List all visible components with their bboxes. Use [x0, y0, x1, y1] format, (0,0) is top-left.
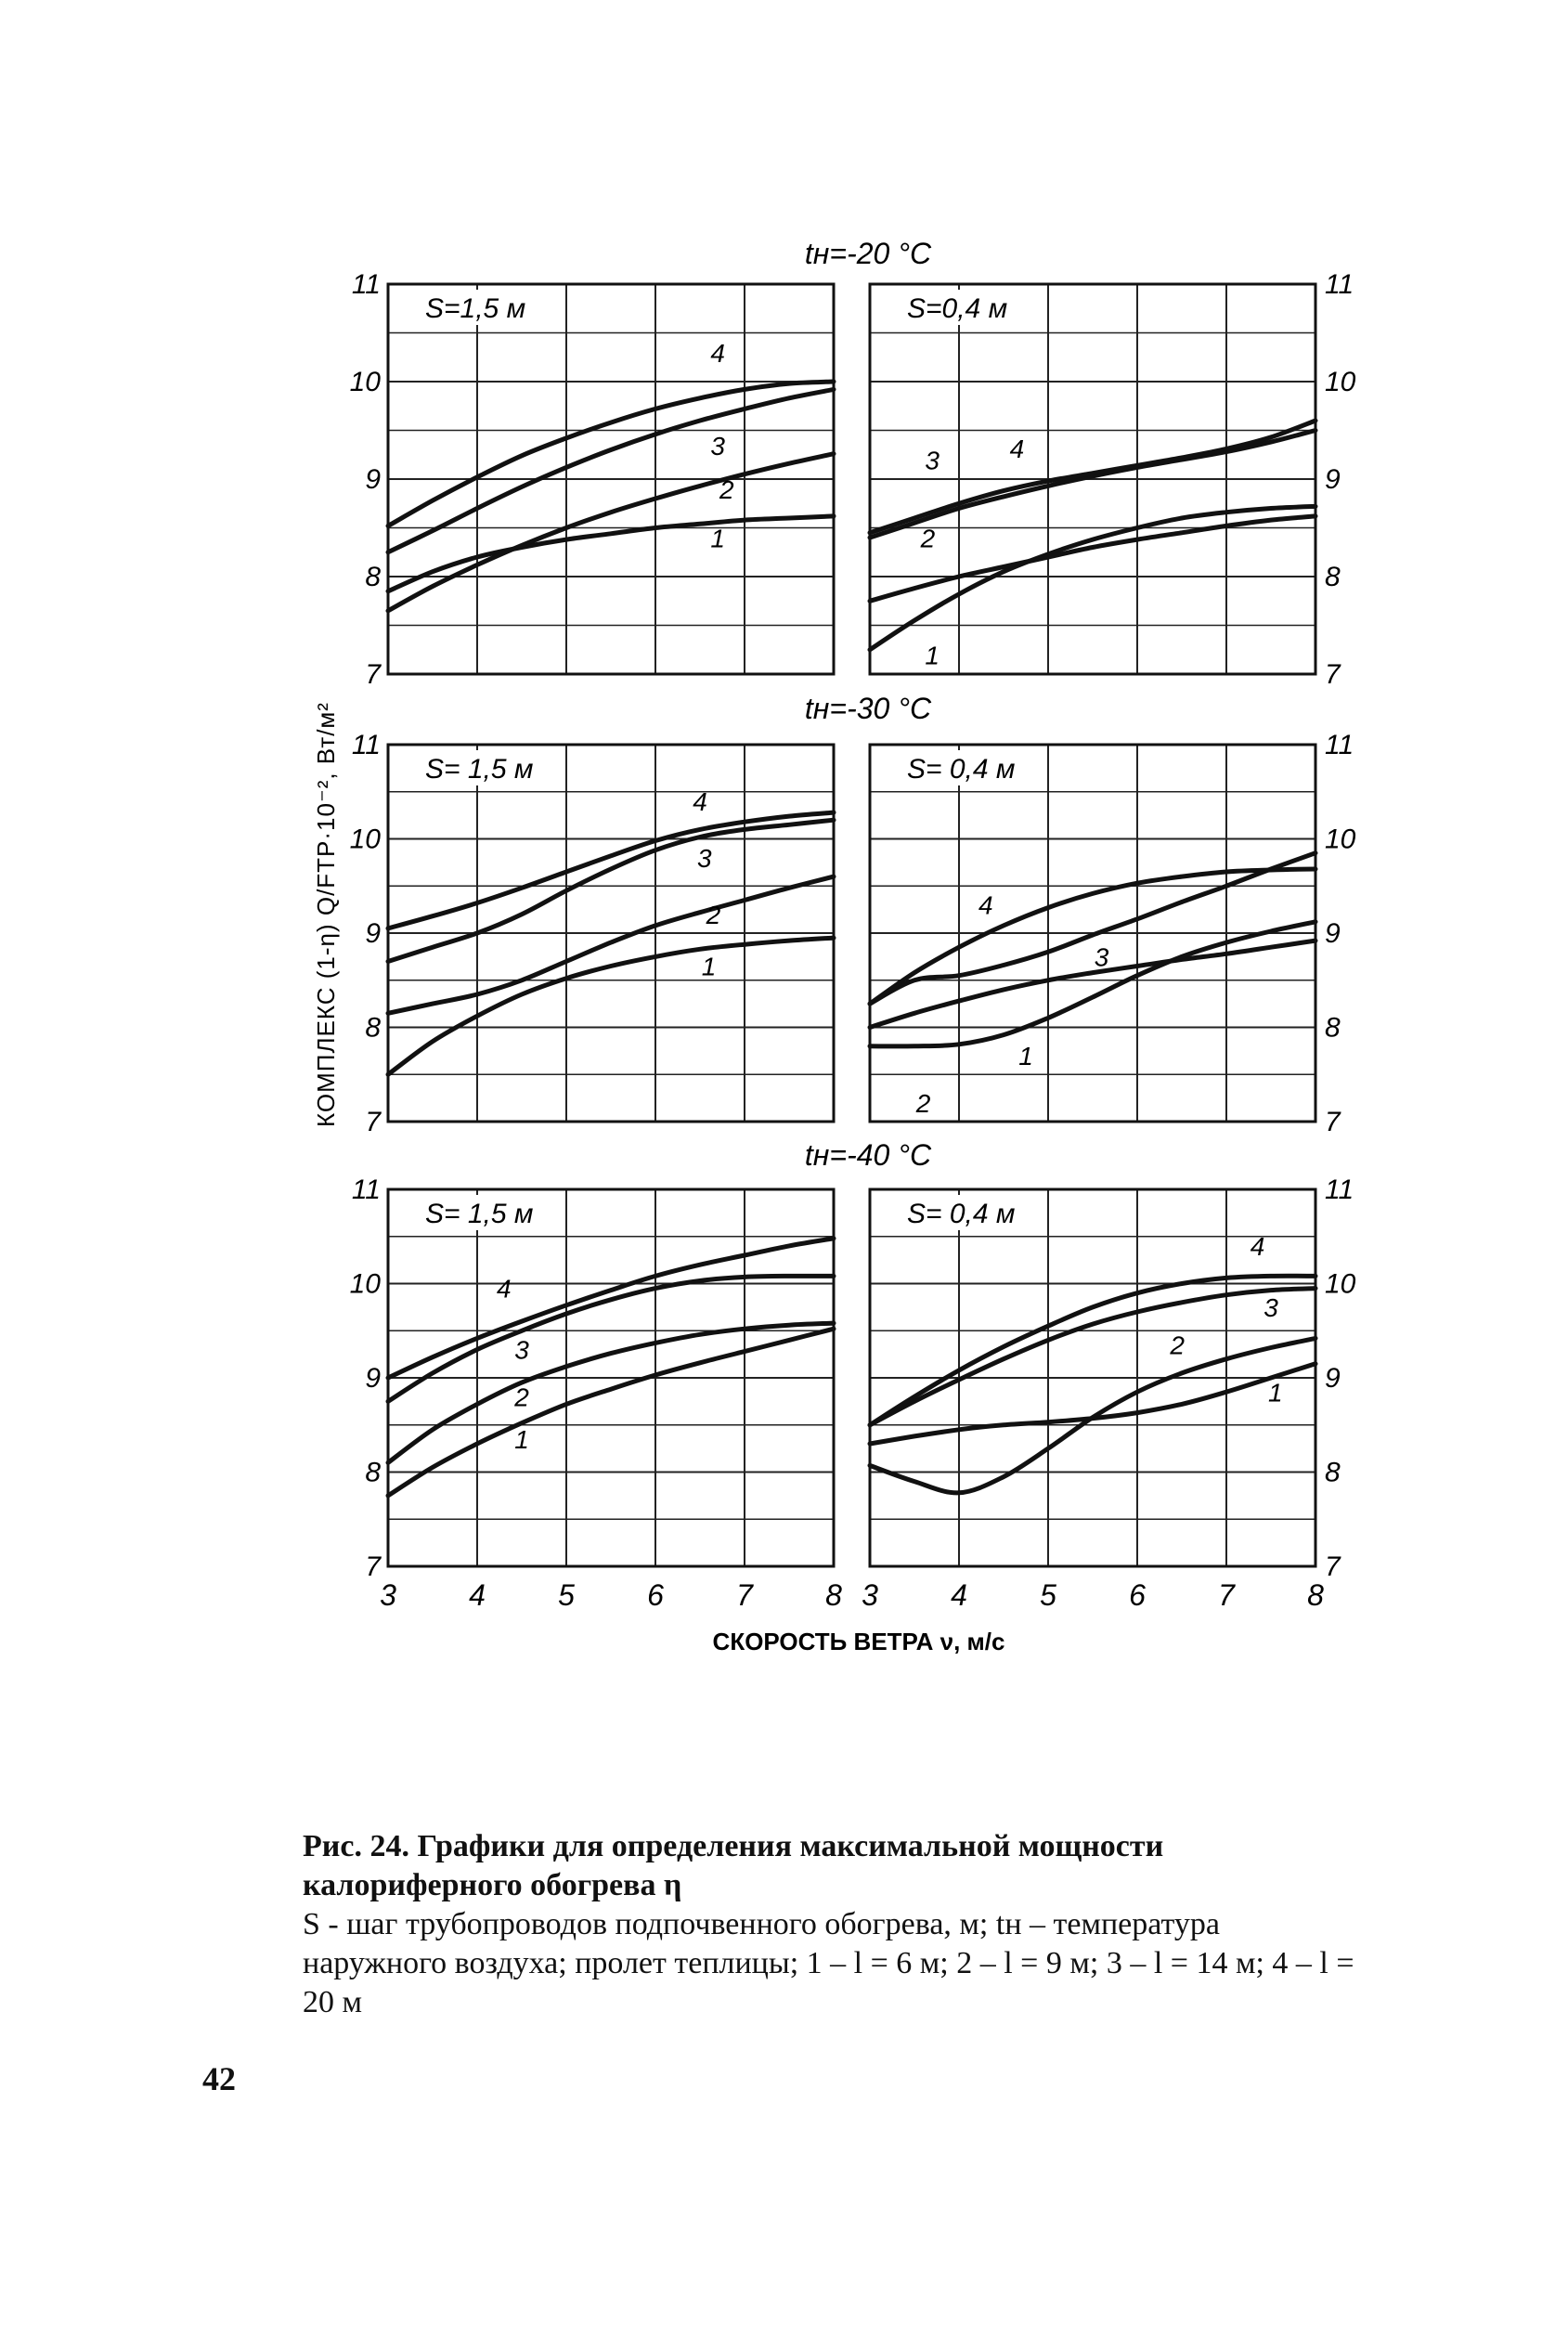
panel-label: S=0,4 м	[907, 293, 1008, 324]
series-line-4	[388, 1239, 834, 1378]
series-line-3	[870, 853, 1315, 1004]
y-tick-label: 11	[1325, 269, 1354, 300]
curve-label: 3	[1094, 942, 1109, 972]
y-tick-label: 9	[1325, 918, 1341, 949]
curve-label: 2	[1170, 1330, 1185, 1360]
y-tick-label: 9	[365, 918, 381, 949]
y-tick-label: 7	[1325, 1551, 1341, 1582]
x-tick-label: 8	[1307, 1578, 1324, 1612]
curve-label: 4	[693, 787, 707, 817]
x-tick-label: 7	[736, 1578, 753, 1612]
y-tick-label: 8	[1325, 562, 1341, 592]
y-tick-label: 11	[351, 730, 381, 760]
series-line-2	[870, 1338, 1315, 1492]
series-line-4	[870, 1276, 1315, 1425]
chart-panel	[870, 730, 1356, 1137]
y-tick-label: 10	[349, 367, 381, 397]
curve-label: 3	[710, 431, 725, 461]
y-tick-label: 7	[365, 1107, 381, 1137]
curve-label: 3	[1263, 1293, 1278, 1323]
chart-panel	[350, 237, 932, 690]
y-tick-label: 11	[1325, 1174, 1354, 1205]
y-tick-label: 10	[1325, 367, 1356, 397]
curve-label: 1	[701, 952, 717, 981]
curve-label: 2	[706, 900, 721, 929]
y-tick-label: 9	[365, 1363, 381, 1394]
y-tick-label: 7	[1325, 1107, 1341, 1137]
curve-label: 2	[920, 524, 936, 553]
curve-label: 4	[497, 1274, 512, 1304]
y-tick-label: 9	[1325, 1363, 1341, 1394]
y-tick-label: 10	[1325, 1268, 1356, 1300]
curve-label: 2	[719, 475, 734, 504]
x-tick-label: 6	[1129, 1578, 1146, 1612]
curve-label: 1	[1018, 1042, 1033, 1071]
chart-panels	[350, 237, 1356, 1612]
figure-caption	[303, 1827, 1361, 2022]
group-title: tн=-30 °C	[804, 692, 932, 725]
curve-label: 2	[915, 1088, 931, 1118]
x-tick-label: 5	[558, 1578, 575, 1612]
y-tick-label: 11	[351, 1174, 381, 1205]
chart-panel	[870, 269, 1356, 690]
curve-label: 3	[514, 1335, 529, 1365]
y-tick-label: 9	[365, 464, 381, 495]
y-tick-label: 10	[349, 1268, 381, 1300]
x-tick-label: 4	[951, 1578, 967, 1612]
y-tick-label: 11	[351, 269, 381, 300]
y-tick-label: 8	[1325, 1457, 1341, 1488]
series-line-1	[870, 941, 1315, 1027]
series-line-3	[388, 1276, 834, 1401]
group-title: tн=-40 °C	[804, 1138, 932, 1172]
series-line-1	[870, 1364, 1315, 1444]
y-tick-label: 7	[1325, 659, 1341, 690]
y-tick-label: 8	[1325, 1012, 1341, 1044]
curve-label: 2	[514, 1382, 529, 1412]
chart-panel	[862, 1174, 1356, 1612]
panel-label: S= 1,5 м	[425, 1199, 534, 1229]
panel-label: S= 1,5 м	[425, 754, 534, 785]
x-tick-label: 3	[380, 1578, 396, 1612]
x-tick-label: 5	[1040, 1578, 1056, 1612]
x-axis-title: СКОРОСТЬ ВЕТРА ν, м/с	[712, 1628, 1005, 1655]
caption-title: Рис. 24. Графики для определения максимальной мощности калориферного обогрева η	[303, 1829, 1164, 1902]
curve-label: 4	[1250, 1232, 1265, 1262]
x-tick-label: 7	[1218, 1578, 1235, 1612]
y-tick-label: 11	[1325, 730, 1354, 760]
group-title: tн=-20 °C	[804, 237, 932, 270]
y-tick-label: 8	[365, 562, 381, 592]
curve-label: 4	[1009, 434, 1025, 463]
series-line-2	[870, 516, 1315, 601]
panel-label: S= 0,4 м	[907, 754, 1016, 785]
panel-label: S= 0,4 м	[907, 1199, 1016, 1229]
caption-legend: S - шаг трубопроводов подпочвенного обогрева, м; tн – температура наружного воздуха; пролет теплицы; 1 – l = 6 м; 2 – l = 9 м; 3 – l = 14 м; 4 – l = 20 м	[303, 1907, 1354, 2019]
curve-label: 1	[1268, 1378, 1283, 1408]
x-tick-label: 8	[825, 1578, 842, 1612]
x-tick-label: 6	[647, 1578, 664, 1612]
curve-label: 4	[978, 890, 993, 920]
y-axis-title: КОМПЛЕКС (1-η) Q/FТР·10⁻², Вт/м²	[312, 702, 340, 1127]
curve-label: 3	[925, 446, 940, 475]
y-tick-label: 10	[349, 824, 381, 855]
curve-label: 4	[710, 339, 725, 368]
y-tick-label: 10	[1325, 824, 1356, 855]
y-tick-label: 9	[1325, 464, 1341, 495]
curve-label: 3	[697, 843, 712, 873]
y-tick-label: 8	[365, 1457, 381, 1488]
curve-label: 1	[710, 524, 725, 553]
y-tick-label: 8	[365, 1012, 381, 1044]
series-line-2	[388, 876, 834, 1013]
y-tick-label: 7	[365, 1551, 381, 1582]
chart-panel	[350, 692, 932, 1137]
page-number: 42	[202, 2060, 236, 2097]
chart-panel	[350, 1138, 932, 1612]
panel-label: S=1,5 м	[425, 293, 526, 324]
x-tick-label: 3	[862, 1578, 878, 1612]
curve-label: 1	[925, 641, 940, 670]
x-tick-label: 4	[469, 1578, 486, 1612]
series-line-1	[388, 938, 834, 1074]
y-tick-label: 7	[365, 659, 381, 690]
curve-label: 1	[514, 1425, 529, 1455]
